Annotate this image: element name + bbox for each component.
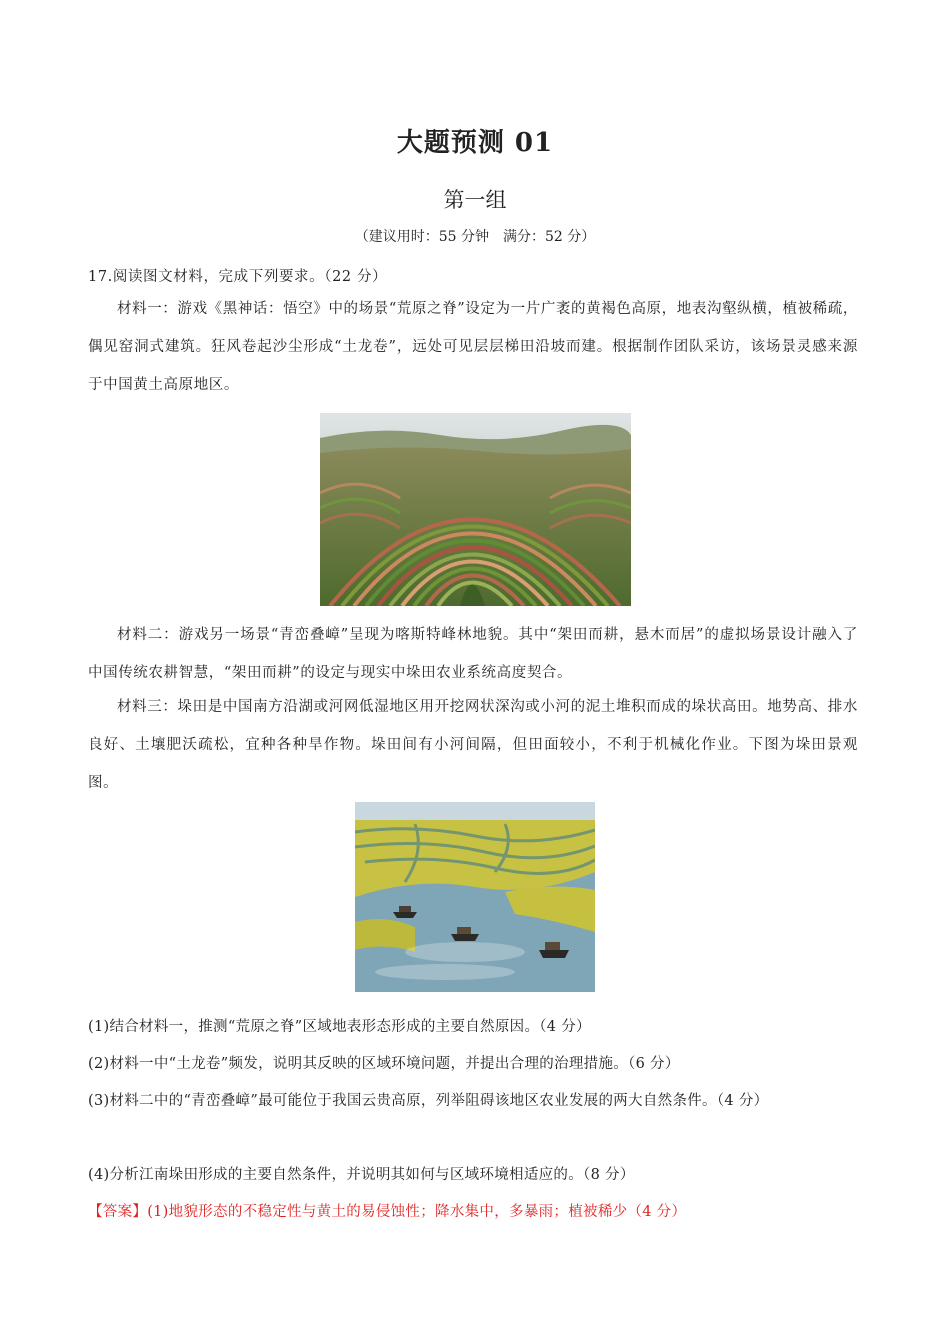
duotian-photo xyxy=(355,802,595,992)
material-three: 材料三：垛田是中国南方沿湖或河网低湿地区用开挖网状深沟或小河的泥土堆积而成的垛状高田。地势高、排水良好、土壤肥沃疏松，宜种各种旱作物。垛田间有小河间隔，但田面较小，不利于机械化作业。下图为垛田景观图。 xyxy=(88,699,858,791)
sub-question-1: (1)结合材料一，推测“荒原之脊”区域地表形态形成的主要自然原因。（4 分） xyxy=(88,1019,591,1035)
question-stem: 17.阅读图文材料，完成下列要求。（22 分） xyxy=(88,269,388,285)
group-title: 第一组 xyxy=(443,188,507,212)
sub-question-2: (2)材料一中“土龙卷”频发，说明其反映的区域环境问题，并提出合理的治理措施。（6 分） xyxy=(88,1056,680,1072)
sub-question-3: (3)材料二中的“青峦叠嶂”最可能位于我国云贵高原，列举阻碍该地区农业发展的两大自然条件。（4 分） xyxy=(88,1093,769,1109)
material-two: 材料二：游戏另一场景“青峦叠嶂”呈现为喀斯特峰林地貌。其中“架田而耕，悬木而居”的虚拟场景设计融入了中国传统农耕智慧，“架田而耕”的设定与现实中垛田农业系统高度契合。 xyxy=(88,627,858,681)
duotian-field-boats-photo xyxy=(355,802,595,992)
material-one: 材料一：游戏《黑神话：悟空》中的场景“荒原之脊”设定为一片广袤的黄褐色高原，地表沟壑纵横，植被稀疏，偶见窑洞式建筑。狂风卷起沙尘形成“土龙卷”，远处可见层层梯田沿坡而建。根据制作团队采访，该场景灵感来源于中国黄土高原地区。 xyxy=(88,301,858,393)
sub-question-4: (4)分析江南垛田形成的主要自然条件，并说明其如何与区域环境相适应的。（8 分） xyxy=(88,1167,635,1183)
terraces-photo xyxy=(320,413,631,606)
answer-text: 【答案】(1)地貌形态的不稳定性与黄土的易侵蚀性；降水集中，多暴雨；植被稀少（4 分） xyxy=(88,1204,687,1220)
terraced-hills-photo xyxy=(320,413,631,606)
time-score-info: （建议用时：55 分钟 满分：52 分） xyxy=(354,229,596,245)
page-title: 大题预测 01 xyxy=(396,128,554,158)
